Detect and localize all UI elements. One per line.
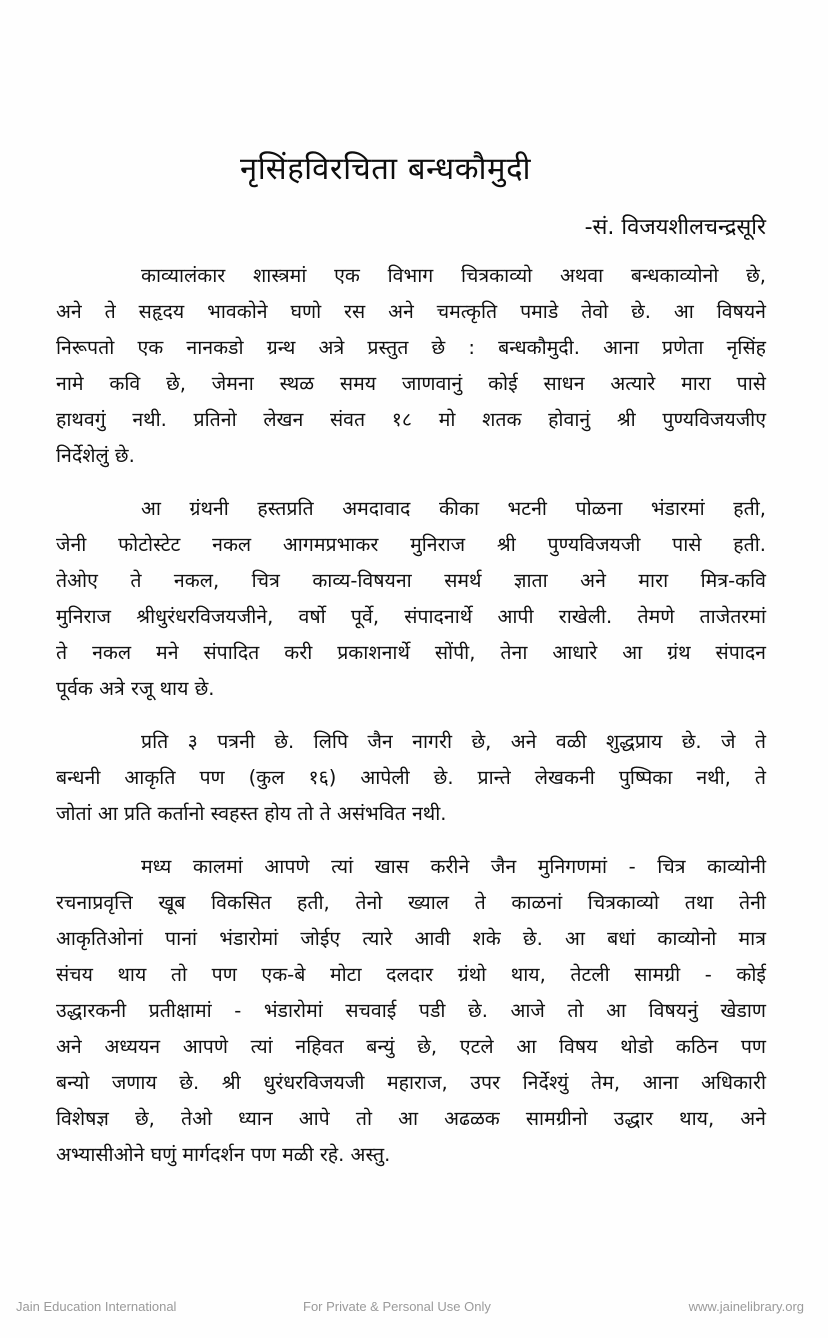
text-line: बन्धनी आकृति पण (कुल १६) आपेली छे. प्रान्ते लेखकनी पुष्पिका नथी, ते: [56, 766, 766, 789]
text-line: निर्देशेलुं छे.: [56, 444, 135, 467]
text-line: आ ग्रंथनी हस्तप्रति अमदावाद कीका भटनी पोळना भंडारमां हती,: [141, 497, 766, 520]
text-line: काव्यालंकार शास्त्रमां एक विभाग चित्रकाव्यो अथवा बन्धकाव्योनो छे,: [141, 264, 766, 287]
text-line: मुनिराज श्रीधुरंधरविजयजीने, वर्षो पूर्वे, संपादनार्थे आपी राखेली. तेमणे ताजेतरमां: [56, 605, 766, 628]
text-line: पूर्वक अत्रे रजू थाय छे.: [56, 677, 215, 700]
editor-credit: -सं. विजयशीलचन्द्रसूरि: [584, 215, 766, 240]
paragraph-1: [56, 258, 766, 474]
paragraph-2: [56, 491, 766, 707]
text-line: विशेषज्ञ छे, तेओ ध्यान आपे तो आ अढळक सामग्रीनो उद्धार थाय, अने: [56, 1107, 766, 1130]
text-line: प्रति ३ पत्रनी छे. लिपि जैन नागरी छे, अने वळी शुद्धप्राय छे. जे ते: [141, 730, 766, 753]
footer-publisher: Jain Education International: [16, 1299, 177, 1314]
paragraph-3: [56, 724, 766, 832]
text-line: अने ते सहृदय भावकोने घणो रस अने चमत्कृति पमाडे तेवो छे. आ विषयने: [56, 300, 766, 323]
text-line: तेओए ते नकल, चित्र काव्य-विषयना समर्थ ज्ञाता अने मारा मित्र-कवि: [56, 569, 766, 592]
text-line: उद्धारकनी प्रतीक्षामां - भंडारोमां सचवाई पडी छे. आजे तो आ विषयनुं खेडाण: [56, 999, 766, 1022]
text-line: रचनाप्रवृत्ति खूब विकसित हती, तेनो ख्याल ते काळनां चित्रकाव्यो तथा तेनी: [56, 891, 766, 914]
text-line: संचय थाय तो पण एक-बे मोटा दलदार ग्रंथो थाय, तेटली सामग्री - कोई: [56, 963, 766, 986]
text-line: निरूपतो एक नानकडो ग्रन्थ अत्रे प्रस्तुत छे : बन्धकौमुदी. आना प्रणेता नृसिंह: [56, 336, 766, 359]
text-line: जेनी फोटोस्टेट नकल आगमप्रभाकर मुनिराज श्री पुण्यविजयजी पासे हती.: [56, 533, 766, 556]
text-line: आकृतिओनां पानां भंडारोमां जोईए त्यारे आवी शके छे. आ बधां काव्योनो मात्र: [56, 927, 766, 950]
document-title: नृसिंहविरचिता बन्धकौमुदी: [240, 151, 532, 187]
text-line: ते नकल मने संपादित करी प्रकाशनार्थे सोंपी, तेना आधारे आ ग्रंथ संपादन: [56, 641, 766, 664]
document-body: [56, 258, 766, 1190]
text-line: जोतां आ प्रति कर्तानो स्वहस्त होय तो ते असंभवित नथी.: [56, 802, 447, 825]
text-line: अभ्यासीओने घणुं मार्गदर्शन पण मळी रहे. अस्तु.: [56, 1143, 391, 1166]
text-line: मध्य कालमां आपणे त्यां खास करीने जैन मुनिगणमां - चित्र काव्योनी: [141, 855, 766, 878]
text-line: बन्यो जणाय छे. श्री धुरंधरविजयजी महाराज, उपर निर्देश्युं तेम, आना अधिकारी: [56, 1071, 766, 1094]
footer-usage-notice: For Private & Personal Use Only: [303, 1299, 491, 1314]
text-line: हाथवगुं नथी. प्रतिनो लेखन संवत १८ मो शतक होवानुं श्री पुण्यविजयजीए: [56, 408, 766, 431]
footer-website-link[interactable]: www.jainelibrary.org: [688, 1299, 804, 1314]
text-line: नामे कवि छे, जेमना स्थळ समय जाणवानुं कोई साधन अत्यारे मारा पासे: [56, 372, 766, 395]
text-line: अने अध्ययन आपणे त्यां नहिवत बन्युं छे, एटले आ विषय थोडो कठिन पण: [56, 1035, 766, 1058]
page-footer: [0, 1299, 828, 1319]
paragraph-4: [56, 849, 766, 1173]
